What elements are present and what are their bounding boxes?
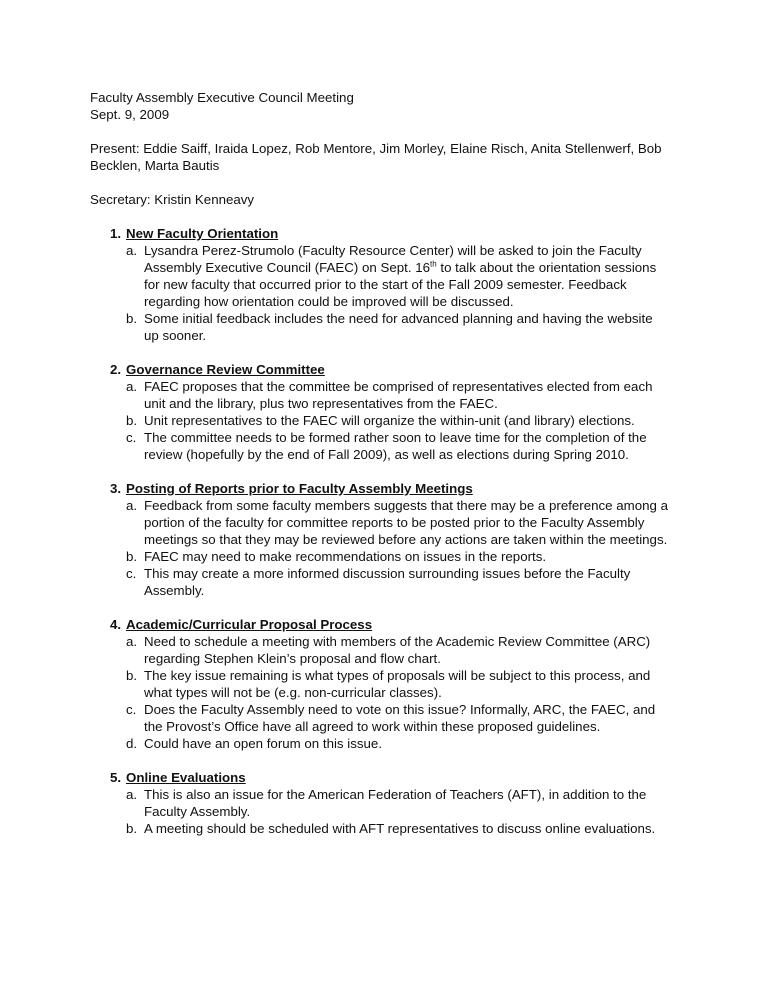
sub-item xyxy=(126,242,668,310)
sub-item-letter: a. xyxy=(126,787,138,802)
agenda-item xyxy=(90,361,668,463)
item-title: Governance Review Committee xyxy=(126,362,325,377)
sub-item-list xyxy=(126,242,668,344)
secretary-line: Secretary: Kristin Kenneavy xyxy=(90,192,255,207)
agenda-list xyxy=(90,225,668,837)
sub-item xyxy=(126,565,668,599)
sub-item-text: A meeting should be scheduled with AFT representatives to discuss online evaluations. xyxy=(144,821,656,836)
sub-item-letter: b. xyxy=(126,311,138,326)
meeting-date: Sept. 9, 2009 xyxy=(90,107,170,122)
sub-item-text: Does the Faculty Assembly need to vote on this issue? Informally, ARC, the FAEC, and the Provost’s Office have all agreed to work within these proposed guidelines. xyxy=(144,702,656,734)
sub-item xyxy=(126,786,668,820)
sub-item-letter: c. xyxy=(126,566,137,581)
item-title: Online Evaluations xyxy=(126,770,246,785)
sub-item xyxy=(126,412,668,429)
sub-item xyxy=(126,378,668,412)
sub-item-text: Unit representatives to the FAEC will organize the within-unit (and library) elections. xyxy=(144,413,635,428)
sub-item-list xyxy=(126,786,668,837)
agenda-item xyxy=(90,225,668,344)
ordinal-suffix: th xyxy=(430,259,437,269)
agenda-item xyxy=(90,769,668,837)
item-number: 3. xyxy=(110,481,122,496)
sub-item-text: The committee needs to be formed rather soon to leave time for the completion of the review (hopefully by the end of Fall 2009), as well as elections during Spring 2010. xyxy=(144,430,647,462)
agenda-item xyxy=(90,616,668,752)
sub-item-text: FAEC proposes that the committee be comprised of representatives elected from each unit and the library, plus two representatives from the FAEC. xyxy=(144,379,653,411)
sub-item-letter: c. xyxy=(126,430,137,445)
sub-item-letter: a. xyxy=(126,634,138,649)
item-title: Posting of Reports prior to Faculty Assembly Meetings xyxy=(126,481,473,496)
sub-item xyxy=(126,735,668,752)
sub-item xyxy=(126,667,668,701)
sub-item-letter: b. xyxy=(126,549,138,564)
sub-item-letter: a. xyxy=(126,243,138,258)
sub-item-letter: b. xyxy=(126,821,138,836)
sub-item-text: This may create a more informed discussion surrounding issues before the Faculty Assembly. xyxy=(144,566,631,598)
sub-item xyxy=(126,701,668,735)
document-title: Faculty Assembly Executive Council Meeting xyxy=(90,90,354,105)
sub-item-text: Need to schedule a meeting with members of the Academic Review Committee (ARC) regarding Stephen Klein’s proposal and flow chart. xyxy=(144,634,651,666)
item-number: 2. xyxy=(110,362,122,377)
sub-item-letter: d. xyxy=(126,736,138,751)
sub-item-text: FAEC may need to make recommendations on issues in the reports. xyxy=(144,549,547,564)
sub-item-letter: b. xyxy=(126,413,138,428)
attendees-list: Present: Eddie Saiff, Iraida Lopez, Rob Mentore, Jim Morley, Elaine Risch, Anita Stellenwerf, Bob Becklen, Marta Bautis xyxy=(90,141,662,173)
sub-item-letter: b. xyxy=(126,668,138,683)
sub-item xyxy=(126,820,668,837)
item-title: New Faculty Orientation xyxy=(126,226,279,241)
sub-item-list xyxy=(126,378,668,463)
sub-item-letter: a. xyxy=(126,498,138,513)
item-number: 5. xyxy=(110,770,122,785)
sub-item-text: Could have an open forum on this issue. xyxy=(144,736,383,751)
sub-item xyxy=(126,633,668,667)
agenda-item xyxy=(90,480,668,599)
sub-item-letter: a. xyxy=(126,379,138,394)
sub-item-text: Feedback from some faculty members suggests that there may be a preference among a portion of the faculty for committee reports to be posted prior to the Faculty Assembly meetings so that they may be reviewed before any actions are taken within the meetings. xyxy=(144,498,669,547)
sub-item-text xyxy=(144,243,656,309)
sub-item-text: The key issue remaining is what types of proposals will be subject to this process, and what types will not be (e.g. non-curricular classes). xyxy=(144,668,651,700)
sub-item-list xyxy=(126,497,668,599)
item-number: 4. xyxy=(110,617,122,632)
sub-item-text: This is also an issue for the American Federation of Teachers (AFT), in addition to the Faculty Assembly. xyxy=(144,787,647,819)
sub-item xyxy=(126,548,668,565)
sub-item-list xyxy=(126,633,668,752)
sub-item xyxy=(126,497,668,548)
sub-item-text: Some initial feedback includes the need for advanced planning and having the website up sooner. xyxy=(144,311,653,343)
item-title: Academic/Curricular Proposal Process xyxy=(126,617,373,632)
sub-item xyxy=(126,429,668,463)
sub-item-letter: c. xyxy=(126,702,137,717)
sub-item-text-part: Lysandra Perez-Strumolo (Faculty Resource Center) will be asked to join the Faculty Assembly Executive Council (FAEC) on Sept. 16 xyxy=(144,243,642,275)
sub-item xyxy=(126,310,668,344)
sub-item-text-part: to talk about the orientation sessions for new faculty that occurred prior to the start of the Fall 2009 semester. Feedback regarding how orientation could be improved will be discussed. xyxy=(144,260,657,309)
item-number: 1. xyxy=(110,226,122,241)
